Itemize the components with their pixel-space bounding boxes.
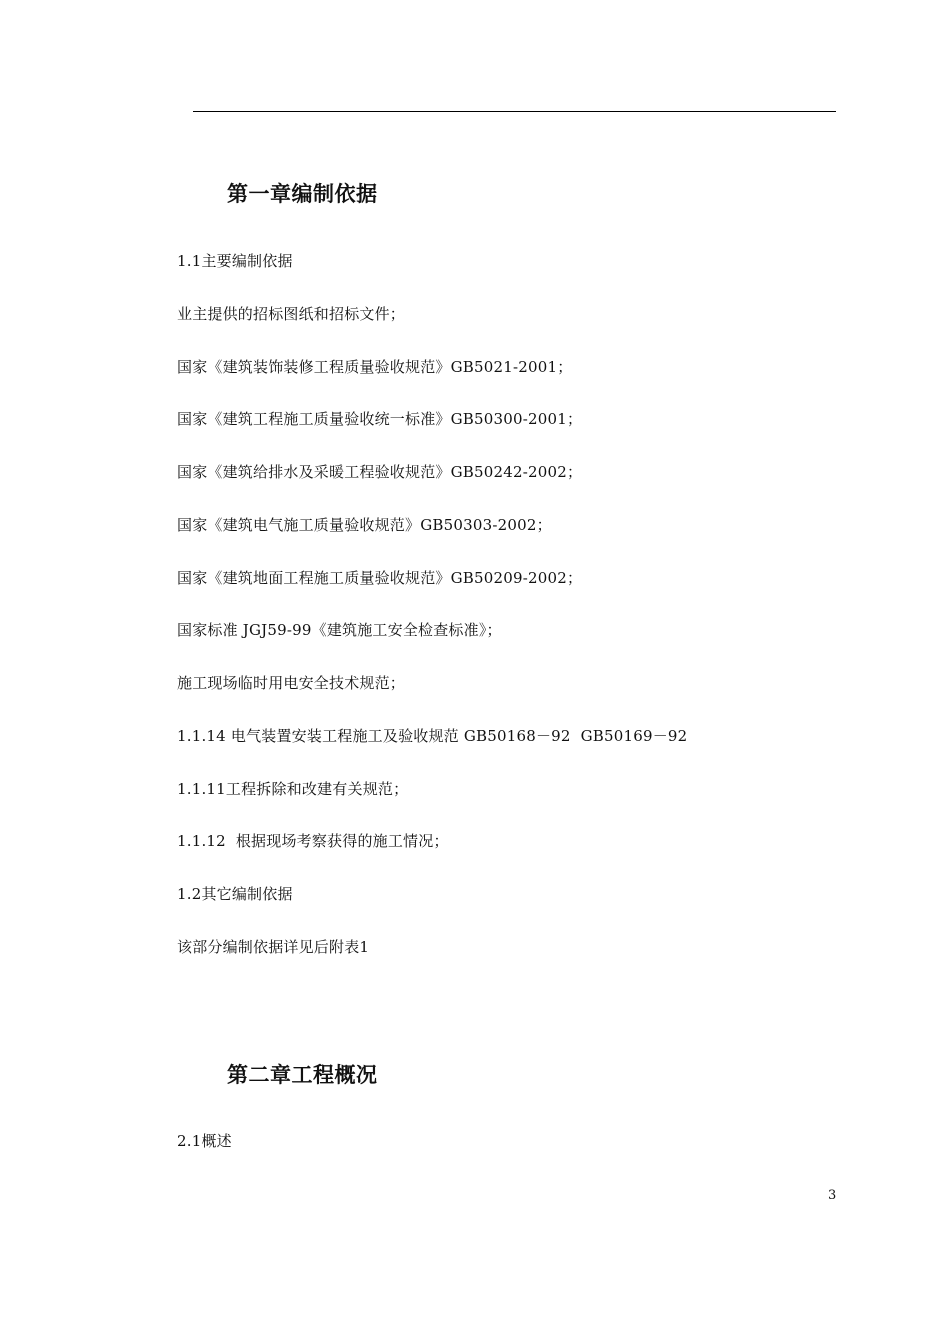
paragraph: 1.1.12 根据现场考察获得的施工情况； bbox=[177, 832, 449, 850]
paragraph: 国家《建筑工程施工质量验收统一标准》GB50300-2001； bbox=[177, 410, 583, 428]
paragraph: 国家《建筑地面工程施工质量验收规范》GB50209-2002； bbox=[177, 569, 583, 587]
chapter-1-title: 第一章编制依据 bbox=[227, 182, 378, 206]
section-1-2-heading: 1.2其它编制依据 bbox=[177, 885, 293, 903]
paragraph: 国家《建筑给排水及采暖工程验收规范》GB50242-2002； bbox=[177, 463, 583, 481]
chapter-2-title: 第二章工程概况 bbox=[227, 1063, 378, 1087]
paragraph: 1.1.14 电气装置安装工程施工及验收规范 GB50168－92 GB50169－92 bbox=[177, 727, 688, 745]
header-rule bbox=[193, 111, 836, 112]
section-2-1-heading: 2.1概述 bbox=[177, 1132, 232, 1150]
paragraph: 施工现场临时用电安全技术规范； bbox=[177, 674, 406, 692]
paragraph: 国家标准 JGJ59-99《建筑施工安全检查标准》； bbox=[177, 621, 502, 639]
paragraph: 业主提供的招标图纸和招标文件； bbox=[177, 305, 406, 323]
paragraph: 1.1.11工程拆除和改建有关规范； bbox=[177, 780, 409, 798]
page-number: 3 bbox=[828, 1188, 837, 1203]
paragraph: 该部分编制依据详见后附表1 bbox=[177, 938, 370, 956]
section-1-1-heading: 1.1主要编制依据 bbox=[177, 252, 293, 270]
paragraph: 国家《建筑装饰装修工程质量验收规范》GB5021-2001； bbox=[177, 358, 573, 376]
paragraph: 国家《建筑电气施工质量验收规范》GB50303-2002； bbox=[177, 516, 552, 534]
